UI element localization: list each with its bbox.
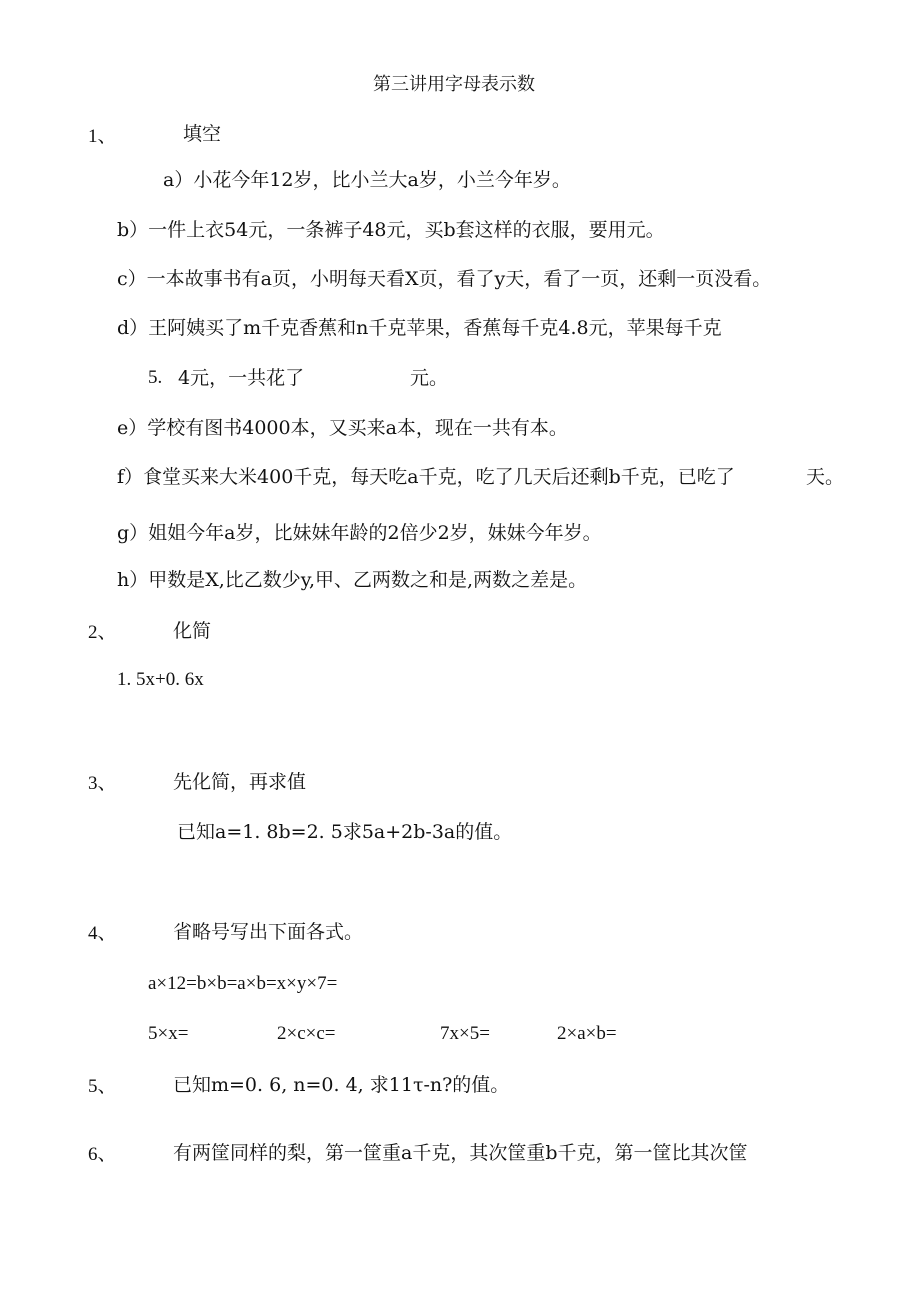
q1-number: 1、 — [88, 126, 117, 147]
q6-body: 有两筐同样的梨，第一筐重a千克，其次筐重b千克，第一筐比其次筐 — [173, 1142, 748, 1164]
q4-expr-4: 2×a×b= — [557, 1023, 617, 1044]
q3-body: 已知a=1. 8b=2. 5求5a+2b-3a的值。 — [177, 821, 513, 843]
q1-item-e: e）学校有图书4000本，又买来a本，现在一共有本。 — [117, 417, 568, 439]
q4-heading: 省略号写出下面各式。 — [173, 921, 364, 943]
q1-item-f-text: f）食堂买来大米400千克，每天吃a千克，吃了几天后还剩b千克，已吃了 — [117, 466, 735, 488]
q2-heading: 化简 — [173, 620, 212, 642]
q1-item-d-line2-text: 4元，一共花了 — [178, 367, 305, 389]
q3-number: 3、 — [88, 773, 117, 794]
q4-line1: a×12=b×b=a×b=x×y×7= — [148, 973, 338, 994]
q4-number: 4、 — [88, 923, 117, 944]
q4-expr-1: 5×x= — [148, 1023, 189, 1044]
q3-heading: 先化简，再求值 — [173, 771, 307, 793]
q1-item-a: a）小花今年12岁，比小兰大a岁，小兰今年岁。 — [163, 169, 571, 191]
q1-item-d-line2-number: 5. — [148, 367, 163, 388]
q2-number: 2、 — [88, 622, 117, 643]
q1-item-d-line2-unit: 元。 — [410, 367, 449, 389]
q1-item-d-line1: d）王阿姨买了m千克香蕉和n千克苹果，香蕉每千克4.8元，苹果每千克 — [117, 317, 722, 339]
q1-item-h: h）甲数是X,比乙数少y,甲、乙两数之和是,两数之差是。 — [117, 569, 588, 591]
q1-item-f-unit: 天。 — [806, 466, 845, 488]
q2-expression: 1. 5x+0. 6x — [117, 669, 204, 690]
page-title: 第三讲用字母表示数 — [373, 74, 535, 95]
q4-expr-2: 2×c×c= — [277, 1023, 336, 1044]
q5-number: 5、 — [88, 1076, 117, 1097]
q1-item-c: c）一本故事书有a页，小明每天看X页，看了y天，看了一页，还剩一页没看。 — [117, 268, 772, 290]
q6-number: 6、 — [88, 1144, 117, 1165]
q1-heading: 填空 — [183, 123, 222, 145]
q5-body: 已知m=0. 6, n=0. 4, 求11τ-n?的值。 — [173, 1074, 510, 1096]
q1-item-g: g）姐姐今年a岁，比妹妹年龄的2倍少2岁，妹妹今年岁。 — [117, 522, 602, 544]
q4-expr-3: 7x×5= — [440, 1023, 490, 1044]
q1-item-b: b）一件上衣54元，一条裤子48元，买b套这样的衣服，要用元。 — [117, 219, 665, 241]
